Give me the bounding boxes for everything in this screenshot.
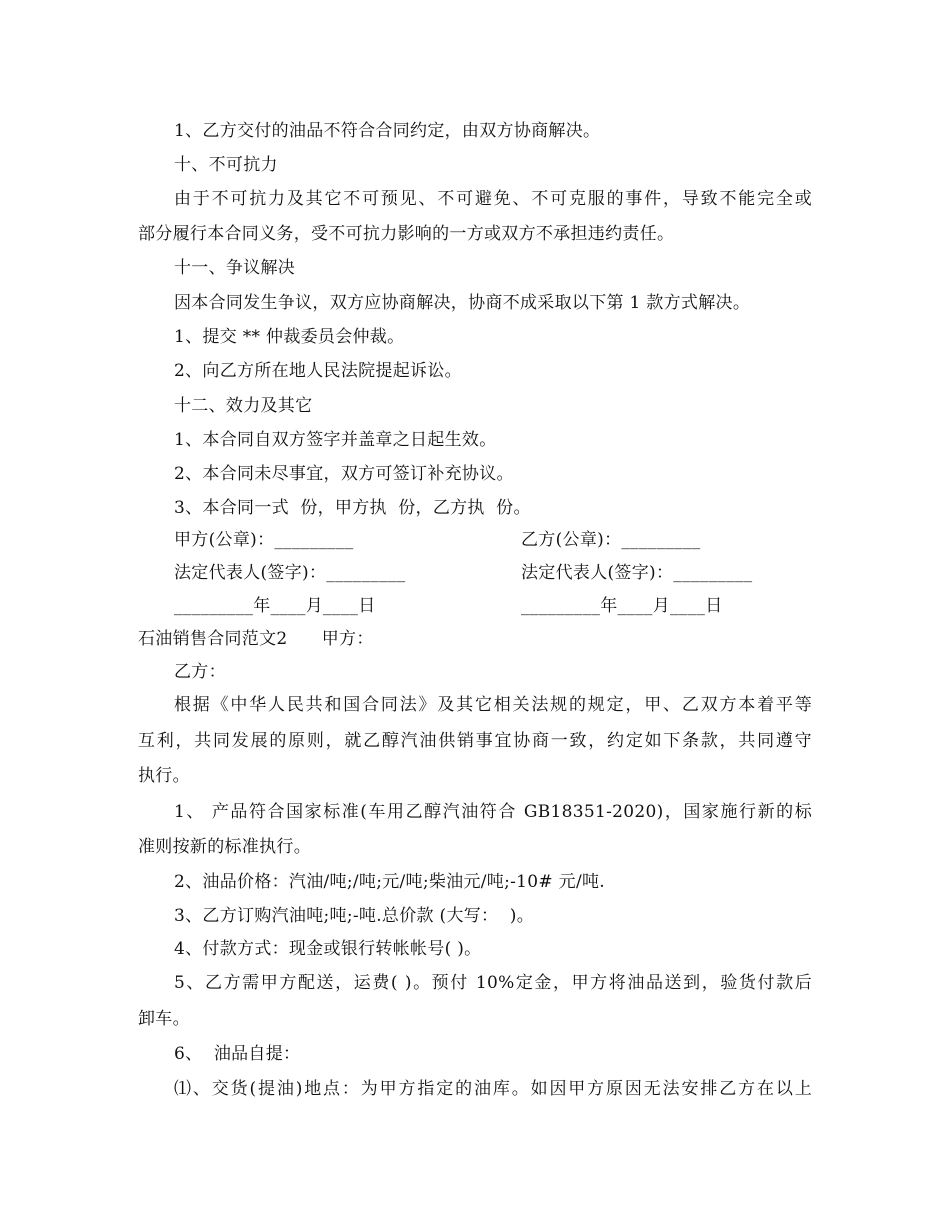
clause-line: 3、本合同一式 份，甲方执 份，乙方执 份。 xyxy=(174,498,531,518)
clause-line: 5、乙方需甲方配送，运费( )。预付 10%定金，甲方将油品送到，验货付款后 xyxy=(174,973,812,993)
party-b-representative: 法定代表人(签字)：_________ xyxy=(521,563,753,583)
party-a-representative: 法定代表人(签字)：_________ xyxy=(174,563,406,583)
party-b-seal: 乙方(公章)：_________ xyxy=(521,530,701,550)
party-b-label: 乙方： xyxy=(174,662,226,682)
clause-line: 1、本合同自双方签字并盖章之日起生效。 xyxy=(174,430,497,450)
clause-line: 1、 产品符合国家标准(车用乙醇汽油符合 GB18351-2020)，国家施行新的标 xyxy=(174,802,812,822)
clause-line: ⑴、交货(提油)地点：为甲方指定的油库。如因甲方原因无法安排乙方在以上 xyxy=(174,1079,812,1099)
document-title: 石油销售合同范文2 甲方： xyxy=(138,629,374,649)
party-b-date: _________年____月____日 xyxy=(521,596,723,616)
clause-line: 2、向乙方所在地人民法院提起诉讼。 xyxy=(174,361,462,381)
clause-line: 互利，共同发展的原则，就乙醇汽油供销事宜协商一致，约定如下条款，共同遵守 xyxy=(138,731,812,751)
clause-line: 部分履行本合同义务，受不可抗力影响的一方或双方不承担违约责任。 xyxy=(138,224,675,244)
clause-line: 因本合同发生争议，双方应协商解决，协商不成采取以下第 1 款方式解决。 xyxy=(174,293,751,313)
clause-line: 3、乙方订购汽油吨;吨;-吨.总价款 (大写： )。 xyxy=(174,906,534,926)
clause-line: 执行。 xyxy=(138,766,190,786)
section-heading: 十二、效力及其它 xyxy=(174,396,313,416)
party-a-date: _________年____月____日 xyxy=(174,596,376,616)
clause-line: 1、提交 ** 仲裁委员会仲裁。 xyxy=(174,327,405,347)
clause-line: 根据《中华人民共和国合同法》及其它相关法规的规定，甲、乙双方本着平等 xyxy=(174,695,812,715)
clause-line: 6、 油品自提： xyxy=(174,1044,301,1064)
clause-line: 准则按新的标准执行。 xyxy=(138,837,311,857)
clause-line: 卸车。 xyxy=(138,1009,190,1029)
clause-line: 4、付款方式：现金或银行转帐帐号( )。 xyxy=(174,939,482,959)
section-heading: 十一、争议解决 xyxy=(174,258,296,278)
clause-line: 2、油品价格：汽油/吨;/吨;元/吨;柴油元/吨;-10# 元/吨. xyxy=(174,872,605,892)
clause-line: 1、乙方交付的油品不符合合同约定，由双方协商解决。 xyxy=(174,121,601,141)
clause-line: 2、本合同未尽事宜，双方可签订补充协议。 xyxy=(174,464,514,484)
clause-line: 由于不可抗力及其它不可预见、不可避免、不可克服的事件，导致不能完全或 xyxy=(174,189,812,209)
party-a-seal: 甲方(公章)：_________ xyxy=(174,530,354,550)
section-heading: 十、不可抗力 xyxy=(174,155,278,175)
